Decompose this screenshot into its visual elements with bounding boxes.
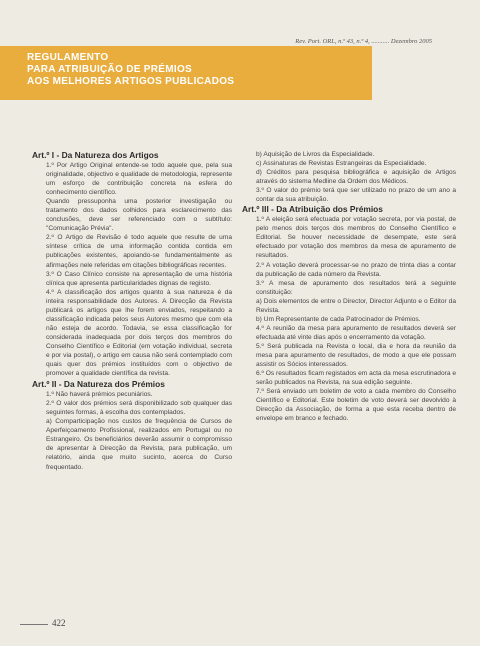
article-2-paragraph-2: 2.º O valor dos prémios será disponibilizado sob qualquer das seguintes formas, à escolha dos contemplados. [46, 400, 232, 417]
article-2-paragraph-2c: c) Assinaturas de Revistas Estrangeiras da Especialidade. [256, 160, 427, 168]
article-3-paragraph-7: 7.º Será enviado um boletim de voto a cada membro do Conselho Científico e Editorial. Este boletim de voto deverá ser devolvido à Direcção da Associação, de forma a que esta receba dentro de envelope em branco e fechado. [256, 388, 456, 423]
footer-rule [20, 624, 48, 625]
article-3-paragraph-3b: b) Um Representante de cada Patrocinador de Prémios. [256, 315, 421, 323]
article-3-paragraph-3: 3.º A mesa de apuramento dos resultados terá a seguinte constituição: [256, 279, 456, 296]
page-footer [20, 618, 100, 632]
article-3-paragraph-3a: a) Dois elementos de entre o Director, Director Adjunto e o Editor da Revista. [256, 297, 456, 314]
article-1-paragraph-4: 4.º A classificação dos artigos quanto à sua natureza é da inteira responsabilidade dos Autores. A Direcção da Revista publicará os artigos que lhe forem enviados, respeitando a classificação indicada pelos seus Autores mesmo que com ela não esteja de acordo. Todavia, se essa classificação for considerada inadequada por dois terços dos membros do Conselho Científico e Editorial (em votação individual, secreta e por via postal), o artigo em causa não será contemplado com quais quer dos prémios instituídos com o objectivo de promover a qualidade científica da revista. [46, 288, 232, 378]
page-number: 422 [52, 618, 66, 628]
article-1-paragraph-2: 2.º O Artigo de Revisão é todo aquele que resulte de uma síntese crítica de uma informação contida contida em publicações existentes, apoiando-se fundamentalmente as afirmações nele referidas em citações bibliográficas recentes. [46, 234, 232, 269]
title-banner [0, 46, 372, 100]
banner-title-line-1: REGULAMENTO [27, 52, 109, 63]
article-3-paragraph-6: 6.º Os resultados ficam registados em acta da mesa escrutinadora e serão publicados na Revista, na sua edição seguinte. [256, 370, 456, 387]
right-column [242, 150, 456, 423]
article-3-heading: Art.º III - Da Atribuição dos Prémios [242, 204, 383, 215]
article-1-paragraph-3: 3.º O Caso Clínico consiste na apresentação de uma história clínica que apresenta particularidades dignas de registo. [46, 270, 232, 287]
journal-reference: Rev. Port. ORL, n.º 43, n.º 4, ........... Dezembro 2005 [295, 38, 432, 45]
banner-title-line-2: PARA ATRIBUIÇÃO DE PRÉMIOS [27, 64, 193, 75]
article-3-paragraph-1: 1.º A eleição será efectuada por votação secreta, por via postal, de pelo menos dois terços dos membros do Conselho Científico e Editorial. Se houver necessidade de desempate, este será efectuado por votação dos membros da mesa de apuramento de resultados. [256, 216, 456, 260]
banner-title-line-3: AOS MELHORES ARTIGOS PUBLICADOS [27, 76, 235, 87]
article-2-paragraph-3: 3.º O valor do prémio terá que ser utilizado no prazo de um ano a contar da sua atribuição. [256, 187, 456, 204]
article-2-paragraph-2a: a) Comparticipação nos custos de frequência de Cursos de Aperfeiçoamento Profissional, realizados em Portugal ou no Estrangeiro. Os beneficiários deverão assumir o compromisso de apresentar à Direcção da Revista, para publicação, um relatório, ainda que muito sucinto, acerca do Curso frequentado. [46, 418, 232, 471]
article-1-heading: Art.º I - Da Natureza dos Artigos [32, 150, 159, 160]
article-3-paragraph-5: 5.º Será publicada na Revista o local, dia e hora da reunião da mesa para apuramento de resultados, de modo a que ele possam assistir os Sócios interessados. [256, 342, 456, 369]
article-2-heading: Art.º II - Da Natureza dos Prémios [32, 379, 165, 390]
article-2-paragraph-2d: d) Créditos para pesquisa bibliográfica e aquisição de Artigos através do sistema Medline da Ordem dos Médicos. [256, 169, 456, 186]
article-2-paragraph-2b: b) Aquisição de Livros da Especialidade. [256, 151, 375, 158]
article-2-paragraph-1: 1.º Não haverá prémios pecuniários. [46, 391, 153, 399]
article-3-paragraph-4: 4.º A reunião da mesa para apuramento de resultados deverá ser efectuada até vinte dias após o encerramento da votação. [256, 324, 456, 341]
article-1-paragraph-1b: Quando pressuponha uma posterior investigação ou tratamento dos dados colhidos para esclarecimento das conclusões, deve ser referenciado com o subtítulo: "Comunicação Prévia". [46, 198, 232, 233]
left-column [32, 150, 232, 472]
article-3-paragraph-2: 2.º A votação deverá processar-se no prazo de trinta dias a contar da publicação de cada número da Revista. [256, 261, 456, 278]
article-1-paragraph-1: 1.º Por Artigo Original entende-se todo aquele que, pela sua originalidade, objectivo e qualidade de metodologia, represente um esforço de contribuição concreta na esfera do conhecimento científico. [46, 162, 232, 197]
